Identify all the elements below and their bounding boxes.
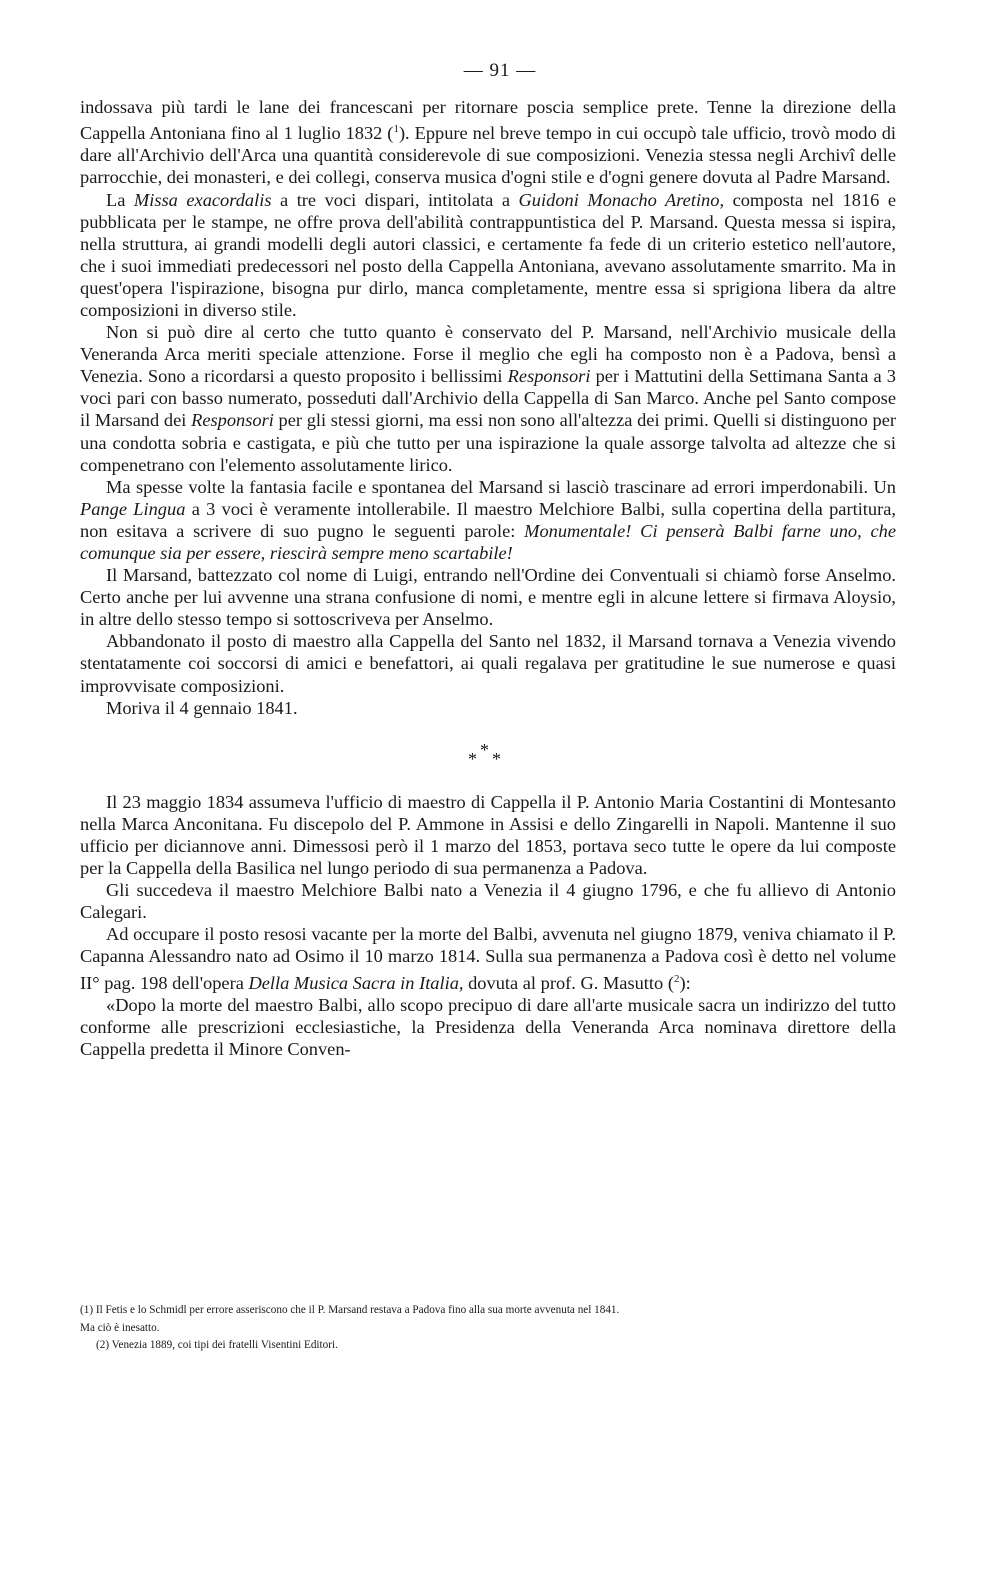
italic-run: Monumentale! Ci penserà Balbi farne uno, che comunque sia per essere, riescirà sempre meno scartabile! [80, 520, 896, 563]
italic-run: Pange Lingua [80, 498, 186, 519]
body-text [80, 96, 896, 1060]
text-run: per i Mattutini della Settimana Santa a 3 voci pari con basso numerato, posseduti dall'Archivio della Cappella di San Marco. Anche pel Santo compose il Marsand dei [80, 366, 896, 431]
text-run: composta nel 1816 e pubblicata per le stampe, ne offre prova dell'abilità contrappuntistica del P. Marsand. Questa messa si ispira, nella struttura, ai grandi modelli degli autori classici, e certamente fa fede di un criterio estetico nell'autore, che i suoi immediati predecessori nel posto della Cappella Antoniana, avevano assolutamente smarrito. Ma in quest'opera l'ispirazione, bisogna pur dirlo, manca completamente, mentre essa si sprigiona libera da altre composizioni in diverso stile. [80, 189, 897, 320]
page-number: — 91 — [463, 60, 537, 81]
asterisk: * [480, 739, 489, 760]
italic-run: Della Musica Sacra in Italia, [248, 972, 464, 993]
text-run: Abbandonato il posto di maestro alla Cappella del Santo nel 1832, il Marsand tornava a Venezia vivendo stentatamente coi soccorsi di amici e benefattori, ai quali regalava per gratitudine le sue numerose e quasi improvvisate composizioni. [80, 631, 896, 696]
text-run: «Dopo la morte del maestro Balbi, allo scopo precipuo di dare all'arte musicale sacra un indirizzo del tutto conforme alle prescrizioni ecclesiastiche, la Presidenza della Veneranda Arca nominava direttore della Cappella predetta il Minore Conven- [80, 994, 896, 1059]
paragraph [80, 994, 896, 1060]
text-run: ). Eppure nel breve tempo in cui occupò tale ufficio, trovò modo di dare all'Archivio dell'Arca una quantità considerevole di sue composizioni. Venezia stessa negli Archivî delle parrocchie, dei monasteri, e dei collegi, conserva musica d'ogni stile e d'ogni genere dovuta al Padre Marsand. [80, 123, 897, 188]
text-run: dovuta al prof. G. Masutto ( [463, 972, 674, 993]
text-run: Il Marsand, battezzato col nome di Luigi, entrando nell'Ordine dei Conventuali si chiamò forse Anselmo. Certo anche per lui avvenne una strana confusione di nomi, e mentre egli in alcune lettere si firmava Aloysio, in altre dello stesso tempo si sottoscriveva per Anselmo. [80, 565, 896, 630]
paragraph [80, 476, 896, 564]
italic-run: Responsori [507, 366, 591, 387]
paragraph [80, 697, 896, 719]
text-run: Moriva il 4 gennaio 1841. [106, 697, 298, 718]
text-run: La [106, 189, 134, 210]
italic-run: Missa exacordalis [133, 189, 272, 210]
text-run: a tre voci dispari, intitolata a [271, 189, 519, 210]
paragraph [80, 96, 896, 189]
footnotes [80, 1302, 896, 1355]
asterisk: * [468, 748, 477, 769]
paragraph [80, 630, 896, 696]
footnote-1: (1) Il Fetis e lo Schmidl per errore asseriscono che il P. Marsand restava a Padova fino alla sua morte avvenuta nel 1841. [80, 1304, 620, 1316]
text-run: per gli stessi giorni, ma essi non sono all'altezza dei primi. Quelli si distinguono per una condotta sobria e castigata, e più che tutto per una ispirazione la quale assorge talvolta ad altezze che si compenetrano con l'elemento assolutamente lirico. [80, 410, 896, 475]
text-run: Ma spesse volte la fantasia facile e spontanea del Marsand si lasciò trascinare ad errori imperdonabili. Un [106, 476, 896, 497]
text-run: Non si può dire al certo che tutto quanto è conservato del P. Marsand, nell'Archivio musicale della Veneranda Arca meriti speciale attenzione. Forse il meglio che egli ha composto non è a Padova, bensì a Venezia. Sono a ricordarsi a questo proposito i bellissimi [80, 322, 896, 387]
paragraph [80, 321, 896, 476]
text-run: ): [679, 972, 691, 993]
text-run: indossava più tardi le lane dei francescani per ritornare poscia semplice prete. Tenne la direzione della Cappella Antoniana fino al 1 luglio 1832 ( [80, 97, 896, 144]
paragraph [80, 564, 896, 630]
italic-run: Responsori [191, 410, 274, 431]
section-separator [80, 741, 896, 771]
italic-run: Guidoni Monacho Aretino, [518, 189, 725, 210]
text-run: Il 23 maggio 1834 assumeva l'ufficio di maestro di Cappella il P. Antonio Maria Costantini di Montesanto nella Marca Anconitana. Fu discepolo del P. Ammone in Assisi e dello Zingarelli in Napoli. Mantenne il suo ufficio per diciannove anni. Dimessosi però il 1 marzo del 1853, portava seco tutte le opere da lui composte per la Cappella della Basilica nel lungo periodo di sua permanenza a Padova. [80, 791, 896, 879]
footnote-1-continuation: Ma ciò è inesatto. [80, 1321, 160, 1334]
paragraph [80, 189, 896, 322]
paragraph [80, 923, 896, 993]
asterisk: * [492, 748, 501, 769]
text-run: Gli succedeva il maestro Melchiore Balbi nato a Venezia il 4 giugno 1796, e che fu allievo di Antonio Calegari. [80, 880, 896, 923]
paragraph [80, 879, 896, 923]
paragraph [80, 791, 896, 879]
footnote-ref: 2 [673, 972, 680, 985]
text-run: Ad occupare il posto resosi vacante per la morte del Balbi, avvenuta nel giugno 1879, veniva chiamato il P. Capanna Alessandro nato ad Osimo il 10 marzo 1814. Sulla sua permanenza a Padova così è detto nel volume II° pag. 198 dell'opera [80, 924, 896, 993]
footnote-ref: 1 [393, 123, 399, 136]
text-run: a 3 voci è veramente intollerabile. Il maestro Melchiore Balbi, sulla copertina della partitura, non esitava a scrivere di suo pugno le seguenti parole: [80, 498, 896, 541]
footnote-2: (2) Venezia 1889, coi tipi dei fratelli Visentini Editori. [96, 1339, 338, 1351]
